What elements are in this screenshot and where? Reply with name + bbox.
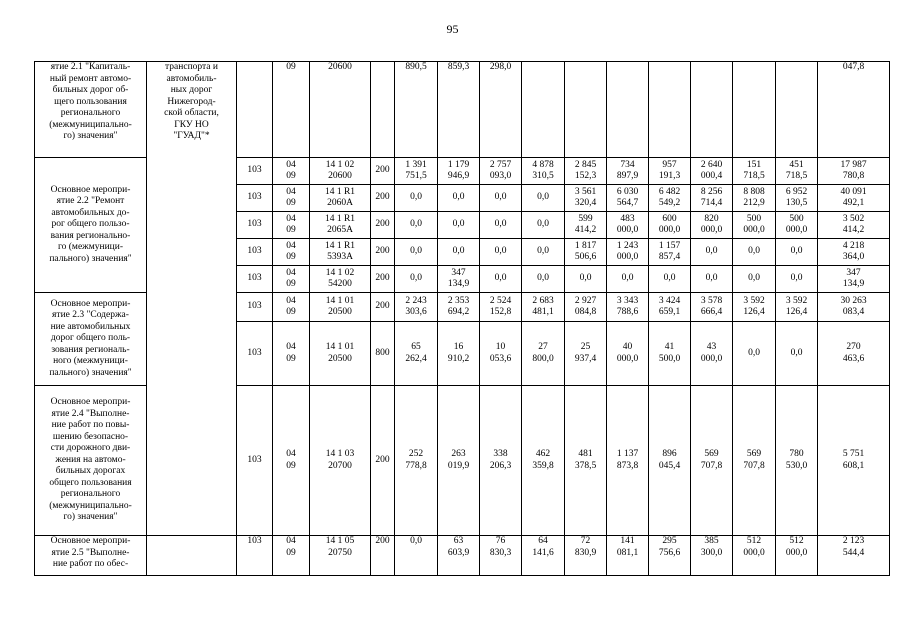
year-value-cell: 0,0 (522, 212, 565, 239)
year-value-cell: 3 561 320,4 (565, 185, 607, 212)
year-value-cell: 0,0 (733, 266, 776, 293)
year-value-cell: 500 000,0 (733, 212, 776, 239)
target-article-cell: 20600 (310, 62, 371, 158)
year-value-cell (649, 62, 691, 158)
year-value-cell: 385 300,0 (691, 536, 733, 576)
total-cell: 4 218 364,0 (818, 239, 890, 266)
year-value-cell: 0,0 (480, 185, 522, 212)
total-cell: 347 134,9 (818, 266, 890, 293)
year-value-cell: 2 927 084,8 (565, 293, 607, 322)
year-value-cell: 298,0 (480, 62, 522, 158)
target-article-cell: 14 1 03 20700 (310, 386, 371, 536)
year-value-cell: 3 424 659,1 (649, 293, 691, 322)
year-value-cell: 820 000,0 (691, 212, 733, 239)
year-value-cell: 3 592 126,4 (776, 293, 818, 322)
year-value-cell: 43 000,0 (691, 322, 733, 386)
target-article-cell: 14 1 01 20500 (310, 293, 371, 322)
year-value-cell: 0,0 (480, 212, 522, 239)
expense-type-cell: 200 (371, 212, 395, 239)
year-value-cell: 859,3 (438, 62, 480, 158)
year-value-cell: 957 191,3 (649, 158, 691, 185)
year-value-cell: 76 830,3 (480, 536, 522, 576)
year-value-cell: 347 134,9 (438, 266, 480, 293)
expense-type-cell (371, 62, 395, 158)
year-value-cell: 0,0 (395, 536, 438, 576)
year-value-cell (776, 62, 818, 158)
total-cell: 270 463,6 (818, 322, 890, 386)
expense-type-cell: 200 (371, 158, 395, 185)
grbs-cell: 103 (237, 239, 273, 266)
year-value-cell: 40 000,0 (607, 322, 649, 386)
year-value-cell: 2 683 481,1 (522, 293, 565, 322)
year-value-cell: 0,0 (395, 185, 438, 212)
year-value-cell (733, 62, 776, 158)
year-value-cell: 0,0 (395, 212, 438, 239)
year-value-cell: 1 157 857,4 (649, 239, 691, 266)
target-article-cell: 14 1 R1 5393A (310, 239, 371, 266)
expense-type-cell: 200 (371, 536, 395, 576)
year-value-cell: 4 878 310,5 (522, 158, 565, 185)
year-value-cell: 1 243 000,0 (607, 239, 649, 266)
expense-type-cell: 200 (371, 386, 395, 536)
budget-table (34, 61, 890, 576)
total-cell: 40 091 492,1 (818, 185, 890, 212)
year-value-cell: 2 353 694,2 (438, 293, 480, 322)
year-value-cell: 0,0 (480, 239, 522, 266)
year-value-cell: 63 603,9 (438, 536, 480, 576)
grbs-cell: 103 (237, 185, 273, 212)
year-value-cell: 0,0 (776, 239, 818, 266)
year-value-cell: 0,0 (522, 185, 565, 212)
section-cell: 04 09 (273, 212, 310, 239)
executor-cell (147, 536, 237, 576)
year-value-cell: 2 845 152,3 (565, 158, 607, 185)
year-value-cell: 8 256 714,4 (691, 185, 733, 212)
year-value-cell: 0,0 (522, 239, 565, 266)
year-value-cell: 569 707,8 (733, 386, 776, 536)
section-cell: 09 (273, 62, 310, 158)
year-value-cell (522, 62, 565, 158)
total-cell: 2 123 544,4 (818, 536, 890, 576)
year-value-cell: 8 808 212,9 (733, 185, 776, 212)
measure-cell: ятие 2.1 "Капиталь- ный ремонт автомо- бильных дорог об- щего пользования регионального (межмуниципально- го) значения" (35, 62, 147, 158)
year-value-cell: 512 000,0 (776, 536, 818, 576)
year-value-cell: 481 378,5 (565, 386, 607, 536)
total-cell: 30 263 083,4 (818, 293, 890, 322)
year-value-cell: 6 030 564,7 (607, 185, 649, 212)
expense-type-cell: 200 (371, 185, 395, 212)
year-value-cell: 25 937,4 (565, 322, 607, 386)
year-value-cell: 780 530,0 (776, 386, 818, 536)
year-value-cell: 295 756,6 (649, 536, 691, 576)
year-value-cell: 0,0 (607, 266, 649, 293)
year-value-cell: 1 137 873,8 (607, 386, 649, 536)
year-value-cell: 27 800,0 (522, 322, 565, 386)
year-value-cell: 263 019,9 (438, 386, 480, 536)
year-value-cell: 338 206,3 (480, 386, 522, 536)
year-value-cell: 16 910,2 (438, 322, 480, 386)
expense-type-cell: 200 (371, 266, 395, 293)
executor-cell: транспорта и автомобиль- ных дорог Нижегород- ской области, ГКУ НО "ГУАД"* (147, 62, 237, 536)
table-row (35, 62, 890, 158)
year-value-cell: 252 778,8 (395, 386, 438, 536)
year-value-cell: 512 000,0 (733, 536, 776, 576)
year-value-cell: 600 000,0 (649, 212, 691, 239)
year-value-cell: 2 757 093,0 (480, 158, 522, 185)
total-cell: 047,8 (818, 62, 890, 158)
year-value-cell: 1 179 946,9 (438, 158, 480, 185)
year-value-cell: 141 081,1 (607, 536, 649, 576)
measure-cell: Основное меропри- ятие 2.5 "Выполне- ние работ по обес- (35, 536, 147, 576)
year-value-cell: 896 045,4 (649, 386, 691, 536)
year-value-cell (607, 62, 649, 158)
year-value-cell: 41 500,0 (649, 322, 691, 386)
expense-type-cell: 200 (371, 239, 395, 266)
year-value-cell: 0,0 (565, 266, 607, 293)
year-value-cell: 2 524 152,8 (480, 293, 522, 322)
year-value-cell: 6 952 130,5 (776, 185, 818, 212)
section-cell: 04 09 (273, 239, 310, 266)
year-value-cell: 0,0 (733, 239, 776, 266)
year-value-cell: 0,0 (776, 322, 818, 386)
year-value-cell: 569 707,8 (691, 386, 733, 536)
year-value-cell: 462 359,8 (522, 386, 565, 536)
year-value-cell: 0,0 (733, 322, 776, 386)
year-value-cell: 0,0 (395, 266, 438, 293)
year-value-cell: 0,0 (649, 266, 691, 293)
section-cell: 04 09 (273, 185, 310, 212)
year-value-cell: 3 578 666,4 (691, 293, 733, 322)
year-value-cell: 6 482 549,2 (649, 185, 691, 212)
grbs-cell: 103 (237, 266, 273, 293)
year-value-cell: 2 243 303,6 (395, 293, 438, 322)
year-value-cell (565, 62, 607, 158)
grbs-cell: 103 (237, 158, 273, 185)
year-value-cell: 0,0 (395, 239, 438, 266)
measure-cell: Основное меропри- ятие 2.3 "Содержа- ние автомобильных дорог общего поль- зования региональ- ного (межмуници- пального) значения" (35, 293, 147, 386)
page-number: 95 (446, 22, 459, 36)
year-value-cell: 3 592 126,4 (733, 293, 776, 322)
target-article-cell: 14 1 R1 2060A (310, 185, 371, 212)
year-value-cell: 0,0 (438, 185, 480, 212)
target-article-cell: 14 1 R1 2065A (310, 212, 371, 239)
year-value-cell: 64 141,6 (522, 536, 565, 576)
year-value-cell (691, 62, 733, 158)
year-value-cell: 890,5 (395, 62, 438, 158)
year-value-cell: 10 053,6 (480, 322, 522, 386)
grbs-cell: 103 (237, 212, 273, 239)
grbs-cell: 103 (237, 293, 273, 322)
grbs-cell: 103 (237, 322, 273, 386)
table-row (35, 536, 890, 576)
target-article-cell: 14 1 01 20500 (310, 322, 371, 386)
target-article-cell: 14 1 05 20750 (310, 536, 371, 576)
section-cell: 04 09 (273, 536, 310, 576)
year-value-cell: 72 830,9 (565, 536, 607, 576)
year-value-cell: 451 718,5 (776, 158, 818, 185)
year-value-cell: 151 718,5 (733, 158, 776, 185)
year-value-cell: 0,0 (691, 266, 733, 293)
target-article-cell: 14 1 02 20600 (310, 158, 371, 185)
section-cell: 04 09 (273, 322, 310, 386)
year-value-cell: 0,0 (438, 212, 480, 239)
year-value-cell: 500 000,0 (776, 212, 818, 239)
year-value-cell: 1 817 506,6 (565, 239, 607, 266)
year-value-cell: 0,0 (691, 239, 733, 266)
expense-type-cell: 200 (371, 293, 395, 322)
year-value-cell: 1 391 751,5 (395, 158, 438, 185)
year-value-cell: 2 640 000,4 (691, 158, 733, 185)
total-cell: 17 987 780,8 (818, 158, 890, 185)
section-cell: 04 09 (273, 293, 310, 322)
section-cell: 04 09 (273, 266, 310, 293)
total-cell: 5 751 608,1 (818, 386, 890, 536)
measure-cell: Основное меропри- ятие 2.4 "Выполне- ние работ по повы- шению безопасно- сти дорожного дви- жения на автомо- бильных дорогах общего пользования регионального (межмуниципально- го) значения" (35, 386, 147, 536)
year-value-cell: 0,0 (522, 266, 565, 293)
year-value-cell: 0,0 (480, 266, 522, 293)
section-cell: 04 09 (273, 158, 310, 185)
year-value-cell: 0,0 (438, 239, 480, 266)
table-body (35, 62, 890, 576)
year-value-cell: 0,0 (776, 266, 818, 293)
year-value-cell: 734 897,9 (607, 158, 649, 185)
year-value-cell: 483 000,0 (607, 212, 649, 239)
grbs-cell: 103 (237, 386, 273, 536)
grbs-cell: 103 (237, 536, 273, 576)
year-value-cell: 65 262,4 (395, 322, 438, 386)
measure-cell: Основное меропри- ятие 2.2 "Ремонт автомобильных до- рог общего пользо- вания регионально- го (межмуници- пального) значения" (35, 158, 147, 293)
total-cell: 3 502 414,2 (818, 212, 890, 239)
grbs-cell (237, 62, 273, 158)
target-article-cell: 14 1 02 54200 (310, 266, 371, 293)
year-value-cell: 599 414,2 (565, 212, 607, 239)
section-cell: 04 09 (273, 386, 310, 536)
expense-type-cell: 800 (371, 322, 395, 386)
year-value-cell: 3 343 788,6 (607, 293, 649, 322)
